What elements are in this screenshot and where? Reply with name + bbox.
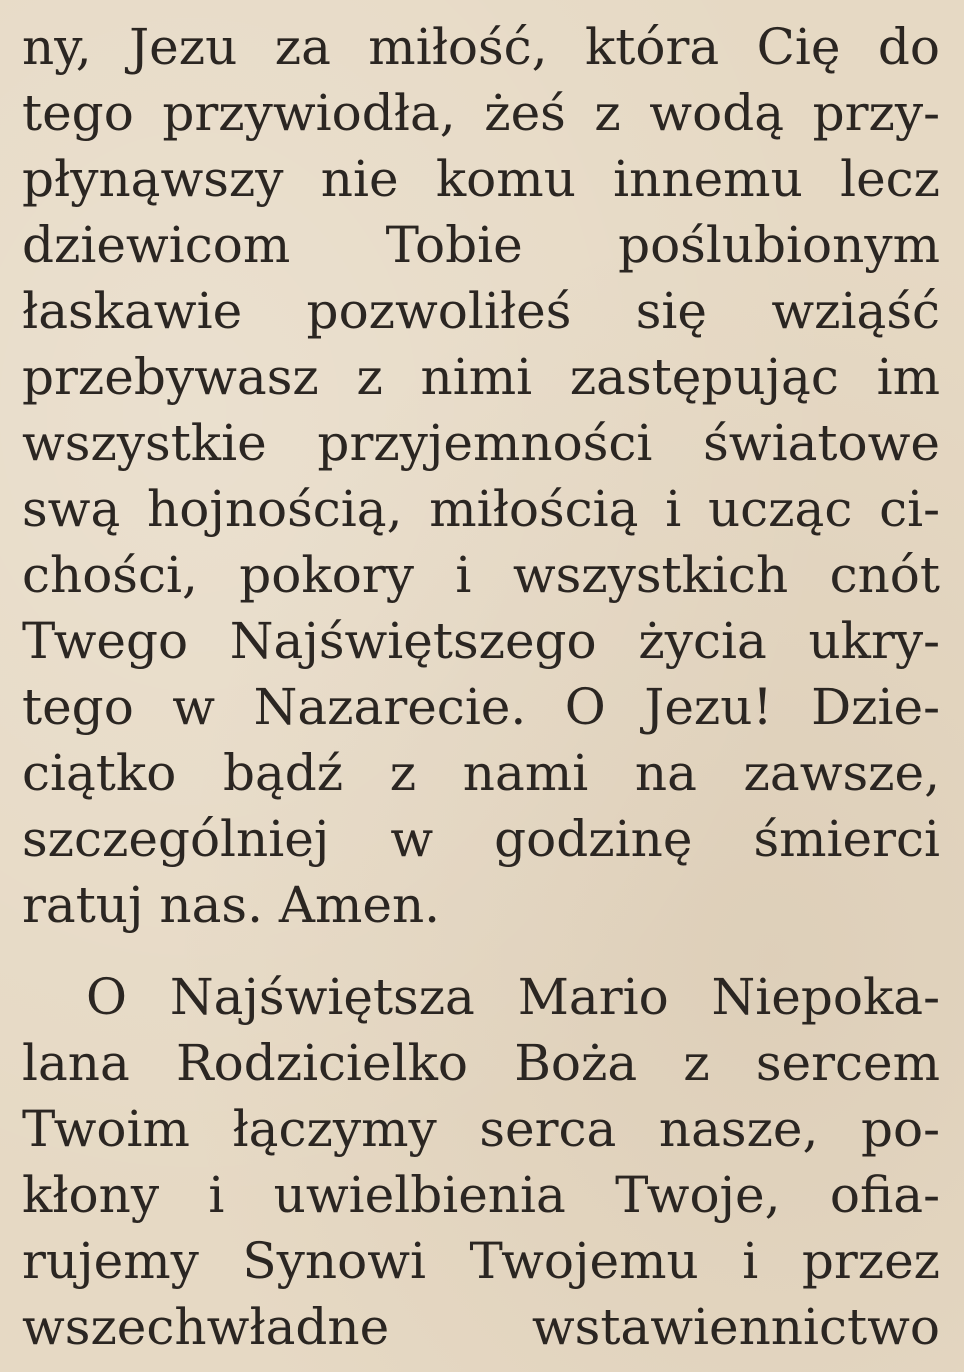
text-line: Twego Najświętszego życia ukry- (22, 612, 940, 670)
text-line: swą hojnością, miłością i ucząc ci- (22, 480, 940, 538)
text-line: ciątko bądź z nami na zawsze, (22, 744, 940, 802)
text-line: lana Rodzicielko Boża z sercem (22, 1034, 940, 1092)
text-line: rujemy Synowi Twojemu i przez (22, 1232, 940, 1290)
document-page (22, 14, 940, 1360)
text-line: ny, Jezu za miłość, która Cię do (22, 18, 940, 76)
text-line: dziewicom Tobie poślubionym (22, 216, 940, 274)
text-line: chości, pokory i wszystkich cnót (22, 546, 940, 604)
text-line: wszechwładne wstawiennictwo (22, 1298, 940, 1356)
text-line: Twoim łączymy serca nasze, po- (22, 1100, 940, 1158)
text-line: kłony i uwielbienia Twoje, ofia- (22, 1166, 940, 1224)
text-line: szczególniej w godzinę śmierci (22, 810, 940, 868)
prayer-paragraph-2 (22, 964, 940, 1360)
prayer-paragraph-1 (22, 14, 940, 938)
text-line: łaskawie pozwoliłeś się wziąść (22, 282, 940, 340)
text-line: wszystkie przyjemności światowe (22, 414, 940, 472)
text-line: O Najświętsza Mario Niepoka- (86, 968, 940, 1026)
text-line: tego w Nazarecie. O Jezu! Dzie- (22, 678, 940, 736)
text-line: przebywasz z nimi zastępując im (22, 348, 940, 406)
text-line: ratuj nas. Amen. (22, 876, 441, 934)
text-line: płynąwszy nie komu innemu lecz (22, 150, 940, 208)
text-line: tego przywiodła, żeś z wodą przy- (22, 84, 940, 142)
